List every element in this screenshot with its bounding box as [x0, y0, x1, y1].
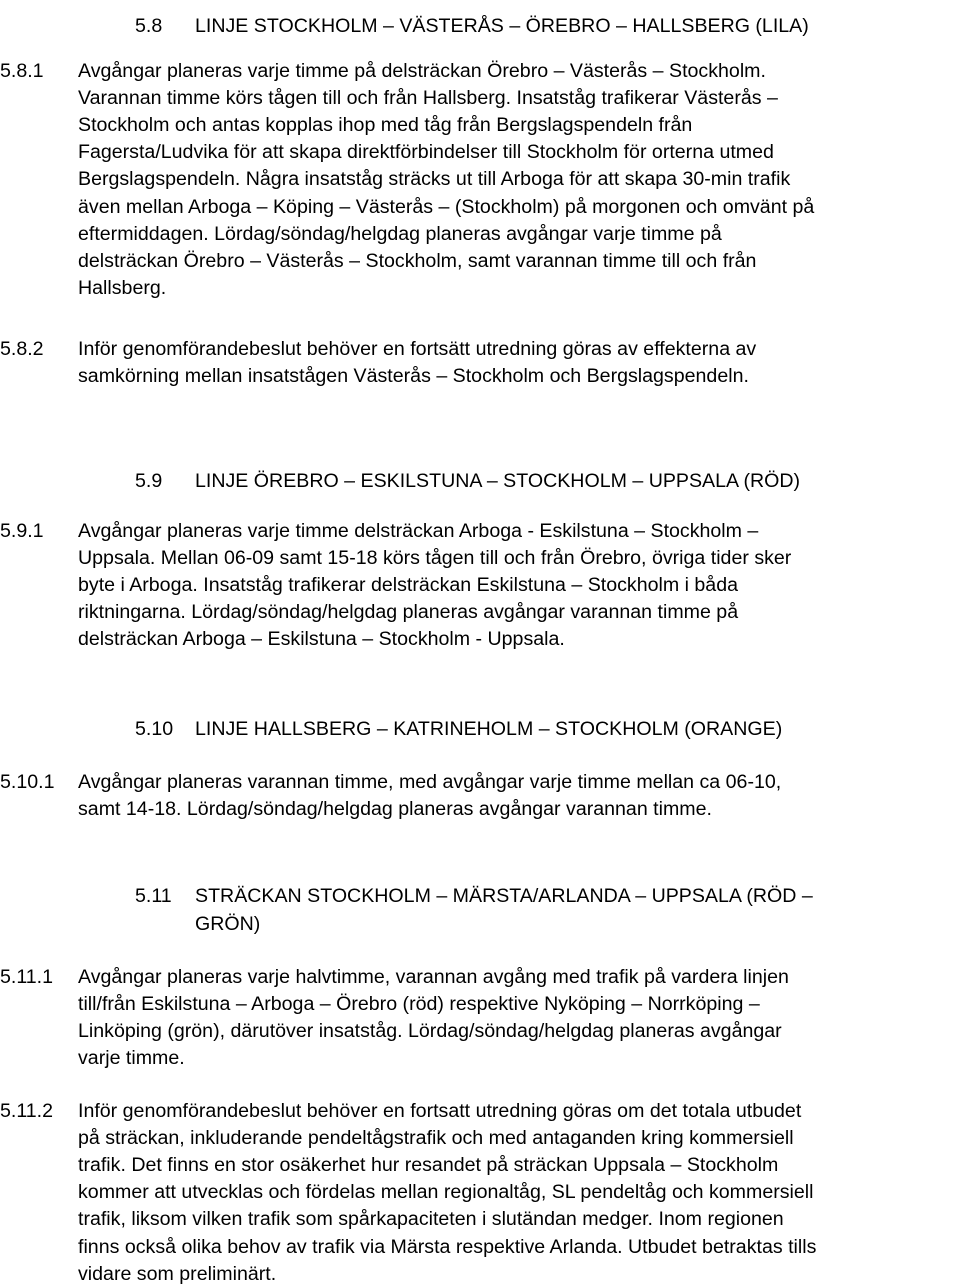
paragraph-number: 5.10.1	[0, 771, 55, 793]
paragraph-line: Fagersta/Ludvika för att skapa direktförbindelser till Stockholm för orterna utmed	[78, 141, 774, 163]
section-title: LINJE ÖREBRO – ESKILSTUNA – STOCKHOLM – UPPSALA (RÖD)	[195, 470, 801, 492]
paragraph-line: finns också olika behov av trafik via Märsta respektive Arlanda. Utbudet betraktas tills	[78, 1236, 817, 1258]
paragraph-line: Bergslagspendeln. Några insatståg sträcks ut till Arboga för att skapa 30-min trafik	[78, 168, 791, 190]
section-title: GRÖN)	[195, 913, 261, 935]
paragraph-line: kommer att utvecklas och fördelas mellan regionaltåg, SL pendeltåg och kommersiell	[78, 1181, 814, 1203]
paragraph-line: delsträckan Arboga – Eskilstuna – Stockholm - Uppsala.	[78, 628, 565, 650]
section-title: STRÄCKAN STOCKHOLM – MÄRSTA/ARLANDA – UPPSALA (RÖD –	[195, 885, 813, 907]
section-title: LINJE STOCKHOLM – VÄSTERÅS – ÖREBRO – HALLSBERG (LILA)	[195, 15, 809, 37]
paragraph-line: byte i Arboga. Insatståg trafikerar delsträckan Eskilstuna – Stockholm i båda	[78, 574, 738, 596]
paragraph-line: Linköping (grön), därutöver insatståg. Lördag/söndag/helgdag planeras avgångar	[78, 1020, 782, 1042]
paragraph-line: Hallsberg.	[78, 277, 167, 299]
paragraph-line: Avgångar planeras varannan timme, med avgångar varje timme mellan ca 06-10,	[78, 771, 782, 793]
paragraph-line: Inför genomförandebeslut behöver en fortsätt utredning göras av effekterna av	[78, 338, 757, 360]
paragraph-line: trafik, liksom vilken trafik som spårkapaciteten i slutändan medger. Inom regionen	[78, 1208, 784, 1230]
paragraph-line: Avgångar planeras varje halvtimme, varannan avgång med trafik på vardera linjen	[78, 966, 789, 988]
paragraph-line: även mellan Arboga – Köping – Västerås – (Stockholm) på morgonen och omvänt på	[78, 196, 815, 218]
paragraph-number: 5.11.1	[0, 966, 54, 988]
paragraph-line: till/från Eskilstuna – Arboga – Örebro (röd) respektive Nyköping – Norrköping –	[78, 993, 760, 1015]
paragraph-line: på sträckan, inkluderande pendeltågstrafik och med antaganden kring kommersiell	[78, 1127, 794, 1149]
paragraph-line: Stockholm och antas kopplas ihop med tåg från Bergslagspendeln från	[78, 114, 693, 136]
section-number: 5.9	[135, 470, 163, 492]
paragraph-line: Avgångar planeras varje timme på delsträckan Örebro – Västerås – Stockholm.	[78, 60, 766, 82]
section-title: LINJE HALLSBERG – KATRINEHOLM – STOCKHOLM (ORANGE)	[195, 718, 783, 740]
paragraph-number: 5.11.2	[0, 1100, 54, 1122]
paragraph-line: riktningarna. Lördag/söndag/helgdag planeras avgångar varannan timme på	[78, 601, 739, 623]
paragraph-line: eftermiddagen. Lördag/söndag/helgdag planeras avgångar varje timme på	[78, 223, 722, 245]
paragraph-line: delsträckan Örebro – Västerås – Stockholm, samt varannan timme till och från	[78, 250, 757, 272]
paragraph-line: Inför genomförandebeslut behöver en fortsatt utredning göras om det totala utbudet	[78, 1100, 802, 1122]
paragraph-line: vidare som preliminärt.	[78, 1263, 277, 1285]
section-number: 5.10	[135, 718, 174, 740]
paragraph-line: samt 14-18. Lördag/söndag/helgdag planeras avgångar varannan timme.	[78, 798, 712, 820]
paragraph-line: varje timme.	[78, 1047, 185, 1069]
paragraph-line: trafik. Det finns en stor osäkerhet hur resandet på sträckan Uppsala – Stockholm	[78, 1154, 779, 1176]
paragraph-number: 5.8.1	[0, 60, 44, 82]
paragraph-line: Varannan timme körs tågen till och från Hallsberg. Insatståg trafikerar Västerås –	[78, 87, 778, 109]
section-number: 5.11	[135, 885, 172, 907]
paragraph-line: samkörning mellan insatstågen Västerås – Stockholm och Bergslagspendeln.	[78, 365, 749, 387]
paragraph-line: Avgångar planeras varje timme delsträckan Arboga - Eskilstuna – Stockholm –	[78, 520, 759, 542]
section-number: 5.8	[135, 15, 163, 37]
paragraph-number: 5.8.2	[0, 338, 44, 360]
paragraph-line: Uppsala. Mellan 06-09 samt 15-18 körs tågen till och från Örebro, övriga tider sker	[78, 547, 792, 569]
paragraph-number: 5.9.1	[0, 520, 44, 542]
